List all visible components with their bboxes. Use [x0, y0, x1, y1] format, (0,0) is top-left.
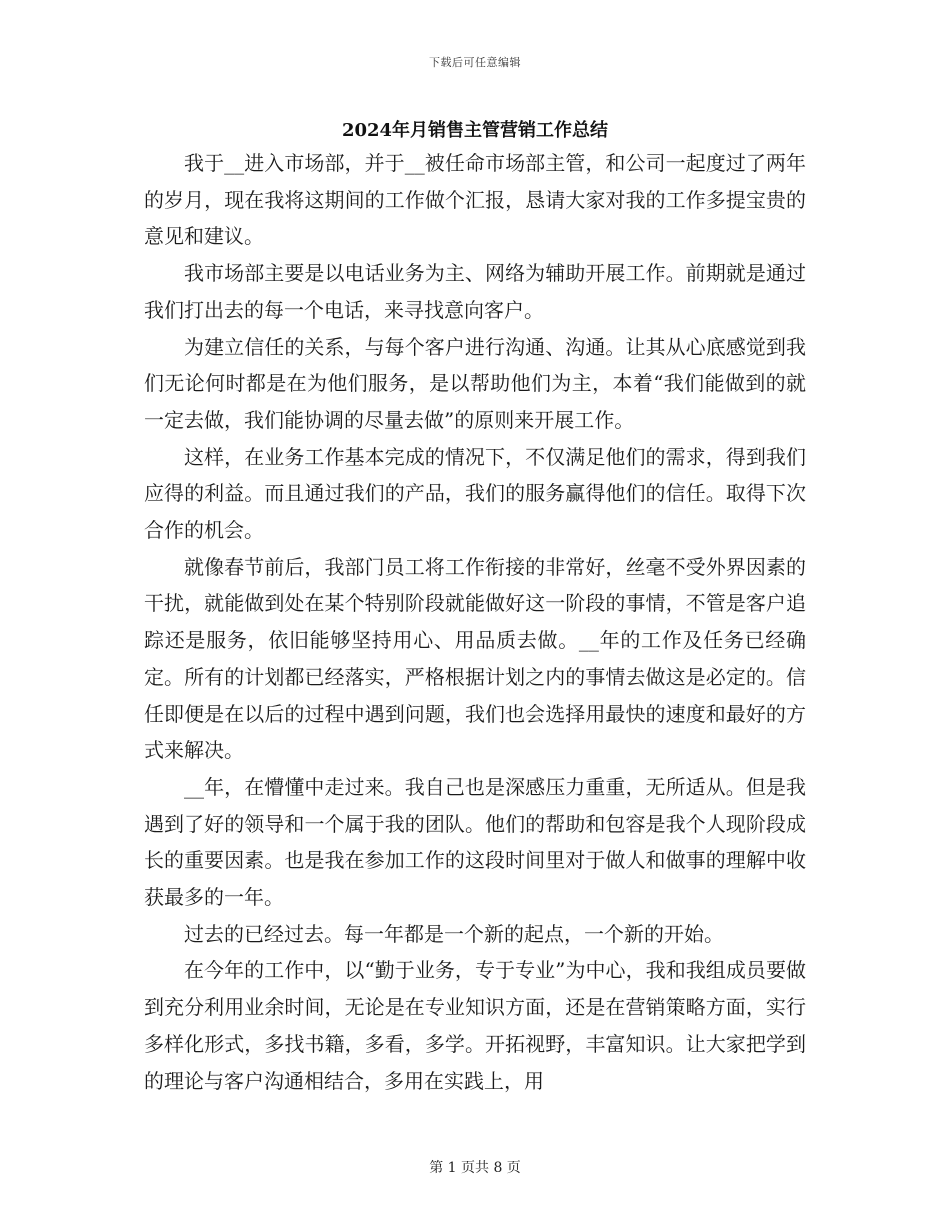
paragraph-1: 我于__进入市场部，并于__被任命市场部主管，和公司一起度过了两年的岁月，现在我将这期间的工作做个汇报，恳请大家对我的工作多提宝贵的意见和建议。	[144, 151, 806, 249]
paragraph-6: __年，在懵懂中走过来。我自己也是深感压力重重，无所适从。但是我遇到了好的领导和一个属于我的团队。他们的帮助和包容是我个人现阶段成长的重要因素。也是我在参加工作的这段时间里对于做人和做事的理解中收获最多的一年。	[144, 774, 806, 910]
page-number-footer: 第 1 页共 8 页	[429, 1160, 521, 1176]
paragraph-4: 这样，在业务工作基本完成的情况下，不仅满足他们的需求，得到我们应得的利益。而且通过我们的产品，我们的服务赢得他们的信任。取得下次合作的机会。	[144, 444, 806, 543]
paragraph-3: 为建立信任的关系，与每个客户进行沟通、沟通。让其从心底感觉到我们无论何时都是在为他们服务，是以帮助他们为主，本着“我们能做到的就一定去做，我们能协调的尽量去做”的原则来开展工作。	[144, 334, 806, 432]
paragraph-8: 在今年的工作中，以“勤于业务，专于专业”为中心，我和我组成员要做到充分利用业余时间，无论是在专业知识方面，还是在营销策略方面，实行多样化形式，多找书籍，多看，多学。开拓视野，丰富知识。让大家把学到的理论与客户沟通相结合，多用在实践上，用	[144, 958, 806, 1093]
document-title: 2024年月销售主管营销工作总结	[341, 120, 609, 141]
document-body	[144, 145, 806, 1099]
paragraph-7: 过去的已经过去。每一年都是一个新的起点，一个新的开始。	[184, 921, 724, 946]
paragraph-5: 就像春节前后，我部门员工将工作衔接的非常好，丝毫不受外界因素的干扰，就能做到处在某个特别阶段就能做好这一阶段的事情，不管是客户追踪还是服务，依旧能够坚持用心、用品质去做。__年的工作及任务已经确定。所有的计划都已经落实，严格根据计划之内的事情去做这是必定的。信任即便是在以后的过程中遇到问题，我们也会选择用最快的速度和最好的方式来解决。	[144, 554, 806, 763]
page-header-note: 下载后可任意编辑	[429, 56, 521, 69]
paragraph-2: 我市场部主要是以电话业务为主、网络为辅助开展工作。前期就是通过我们打出去的每一个电话，来寻找意向客户。	[144, 261, 806, 322]
